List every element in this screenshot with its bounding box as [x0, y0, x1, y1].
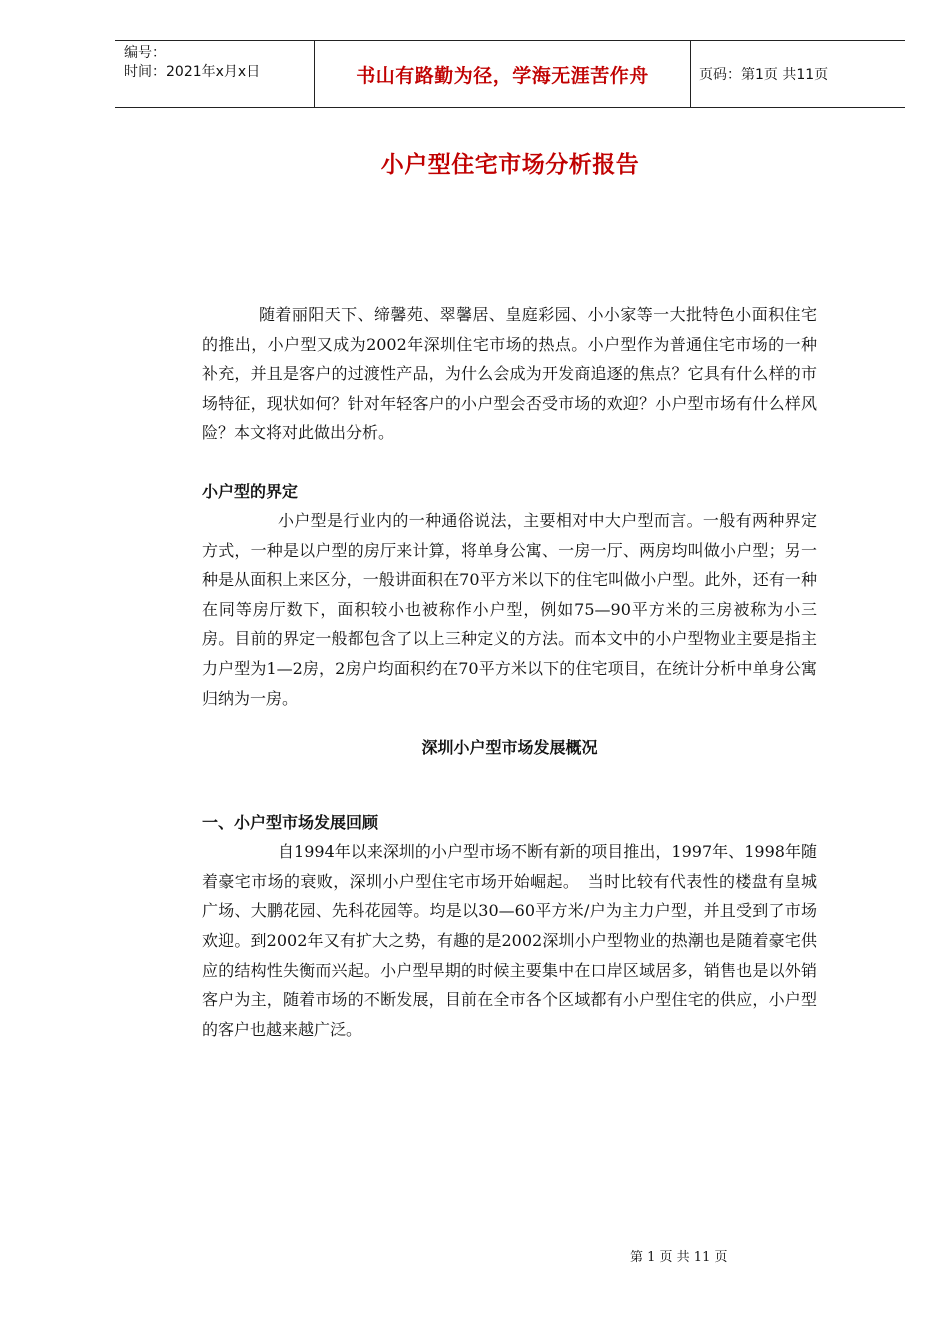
header-meta [115, 41, 315, 107]
section-heading-definition: 小户型的界定 [202, 481, 299, 501]
time-label: 时间：2021年x月x日 [124, 64, 261, 80]
section-heading-overview: 深圳小户型市场发展概况 [421, 738, 598, 758]
document-body [202, 300, 817, 1044]
review-paragraph: 自1994年以来深圳的小户型市场不断有新的项目推出，1997年、1998年随着豪宅市场的衰败，深圳小户型住宅市场开始崛起。 当时比较有代表性的楼盘有皇城广场、大鹏花园、先科花园等。均是以30—60平方米/户为主力户型，并且受到了市场欢迎。到2002年又有扩大之势，有趣的是2002深圳小户型物业的热潮也是随着豪宅供应的结构性失衡而兴起。小户型早期的时候主要集中在口岸区域居多，销售也是以外销客户为主，随着市场的不断发展，目前在全市各个区域都有小户型住宅的供应，小户型的客户也越来越广泛。 [202, 842, 817, 1039]
definition-paragraph: 小户型是行业内的一种通俗说法，主要相对中大户型而言。一般有两种界定方式，一种是以户型的房厅来计算，将单身公寓、一房一厅、两房均叫做小户型；另一种是从面积上来区分，一般讲面积在70平方米以下的住宅叫做小户型。此外，还有一种在同等房厅数下，面积较小也被称作小户型，例如75—90平方米的三房被称为小三房。目前的界定一般都包含了以上三种定义的方法。而本文中的小户型物业主要是指主力户型为1—2房，2房户均面积约在70平方米以下的住宅项目，在统计分析中单身公寓归纳为一房。 [202, 510, 817, 708]
serial-number-label: 编号： [124, 45, 166, 61]
page-footer: 第 1 页 共 11 页 [630, 1250, 728, 1265]
document-title: 小户型住宅市场分析报告 [380, 151, 640, 178]
header-page-number: 页码：第1页 共11页 [699, 67, 829, 83]
header-motto: 书山有路勤为径，学海无涯苦作舟 [315, 41, 691, 107]
page-header [115, 40, 905, 108]
intro-paragraph: 随着丽阳天下、缔馨苑、翠馨居、皇庭彩园、小小家等一大批特色小面积住宅的推出，小户型又成为2002年深圳住宅市场的热点。小户型作为普通住宅市场的一种补充，并且是客户的过渡性产品，为什么会成为开发商追逐的焦点？它具有什么样的市场特征，现状如何？针对年轻客户的小户型会否受市场的欢迎？小户型市场有什么样风险？本文将对此做出分析。 [202, 305, 817, 443]
section-heading-review: 一、小户型市场发展回顾 [202, 813, 379, 833]
